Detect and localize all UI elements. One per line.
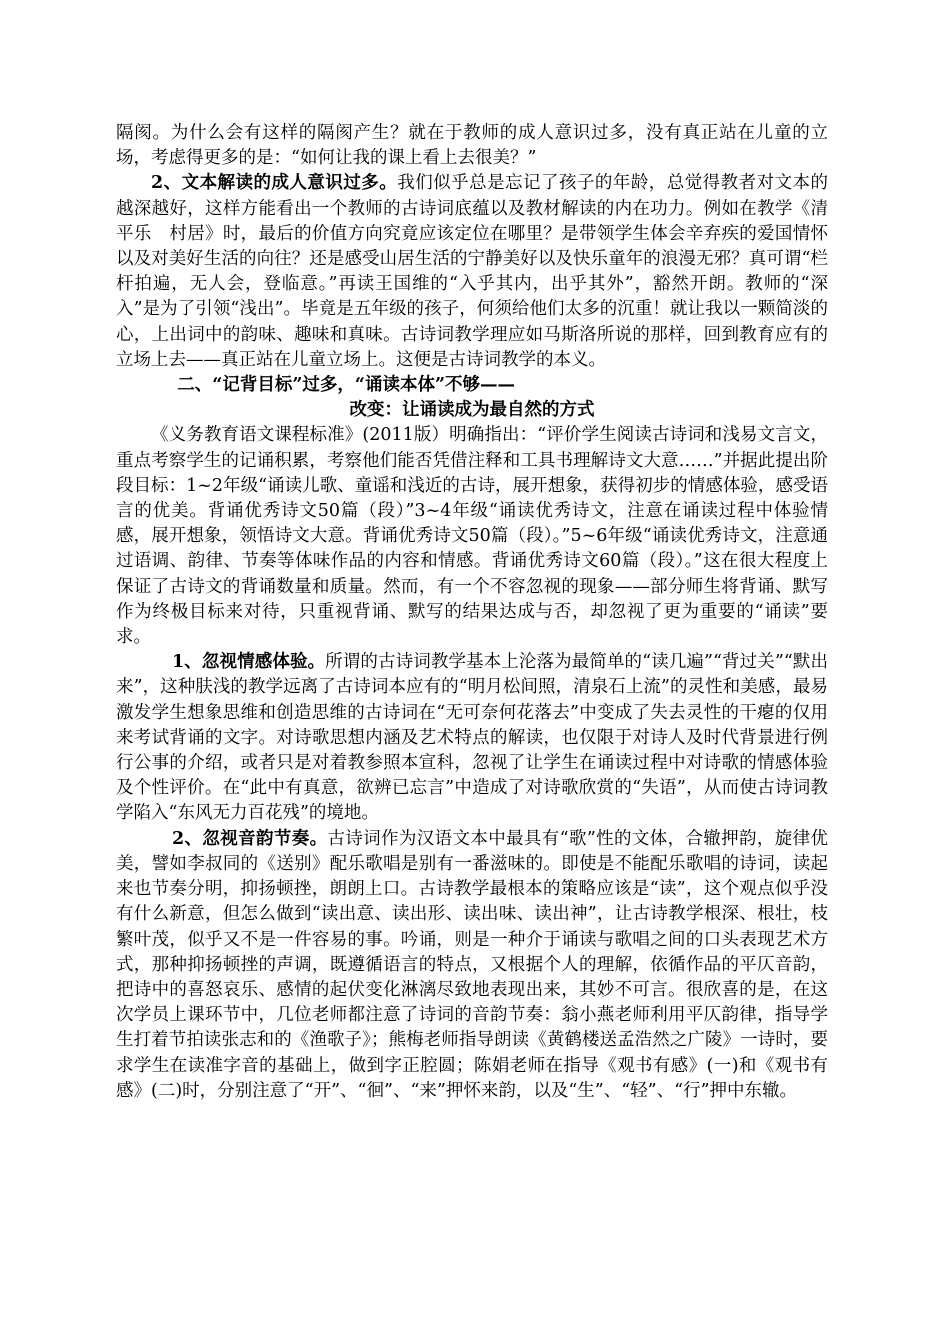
paragraph-adult-interpretation [116, 171, 828, 373]
paragraph-curriculum-standard: 《义务教育语文课程标准》(2011版）明确指出：“评价学生阅读古诗词和浅易文言文，重点考察学生的记诵积累，考察他们能否凭借注释和工具书理解诗文大意……”并据此提出阶段目标：1~2年级“诵读儿歌、童谣和浅近的古诗，展开想象，获得初步的情感体验，感受语言的优美。背诵优秀诗文50篇（段）”3~4年级“诵读优秀诗文，注意在诵读过程中体验情感，展开想象，领悟诗文大意。背诵优秀诗文50篇（段）。”5~6年级“诵读优秀诗文，注意通过语调、韵律、节奏等体味作品的内容和情感。背诵优秀诗文60篇（段）。”这在很大程度上保证了古诗文的背诵数量和质量。然而，有一个不容忽视的现象——部分师生将背诵、默写作为终极目标来对待，只重视背诵、默写的结果达成与否，却忽视了更为重要的“诵读”要求。 [116, 425, 828, 648]
paragraph-emotional-experience [116, 650, 828, 826]
paragraph-lead-bold: 2、文本解读的成人意识过多。 [151, 173, 398, 194]
paragraph-body: 古诗词作为汉语文本中最具有“歌”性的文体，合辙押韵，旋律优美，譬如李叔同的《送别》配乐歌唱是别有一番滋味的。即使是不能配乐歌唱的诗词，读起来也节奏分明，抑扬顿挫，朗朗上口。古诗教学最根本的策略应该是“读”，这个观点似乎没有什么新意，但怎么做到“读出意、读出形、读出味、读出神”，让古诗教学根深、根壮，枝繁叶茂，似乎又不是一件容易的事。吟诵，则是一种介于诵读与歌唱之间的口头表现艺术方式，那种抑扬顿挫的声调，既遵循语言的特点，又根据个人的理解，依循作品的平仄音韵，把诗中的喜怒哀乐、感情的起伏变化淋漓尽致地表现出来，其妙不可言。很欣喜的是，在这次学员上课环节中，几位老师都注意了诗词的音韵节奏：翁小燕老师利用平仄韵律，指导学生打着节拍读张志和的《渔歌子》；熊梅老师指导朗读《黄鹤楼送孟浩然之广陵》一诗时，要求学生在读准字音的基础上，做到字正腔圆；陈娟老师在指导《观书有感》(一)和《观书有感》(二)时，分别注意了“开”、“徊”、“来”押怀来韵，以及“生”、“轻”、“行”押中东辙。 [116, 828, 828, 1101]
section-heading: 二、“记背目标”过多，“诵读本体”不够—— [177, 375, 516, 396]
paragraph-lead-bold: 1、忽视情感体验。 [172, 652, 326, 673]
document-page [116, 121, 828, 1104]
paragraph-rhythm [116, 827, 828, 1104]
paragraph-continuation: 隔阂。为什么会有这样的隔阂产生？就在于教师的成人意识过多，没有真正站在儿童的立场，考虑得更多的是：“如何让我的课上看上去很美？” [116, 123, 828, 169]
paragraph-lead-bold: 2、忽视音韵节奏。 [172, 828, 328, 849]
paragraph-body: 我们似乎总是忘记了孩子的年龄，总觉得教者对文本的越深越好，这样方能看出一个教师的古诗词底蕴以及教材解读的内在功力。例如在教学《清平乐 村居》时，最后的价值方向究竟应该定位在哪里？是带领学生体会辛弃疾的爱国情怀以及对美好生活的向往？还是感受山居生活的宁静美好以及快乐童年的浪漫无邪？真可谓“栏杆拍遍，无人会，登临意。”再读王国维的“入乎其内，出乎其外”，豁然开朗。教师的“深入”是为了引领“浅出”。毕竟是五年级的孩子，何须给他们太多的沉重！就让我以一颗简淡的心，上出词中的韵味、趣味和真味。古诗词教学理应如马斯洛所说的那样，回到教育应有的立场上去——真正站在儿童立场上。这便是古诗词教学的本义。 [116, 173, 828, 370]
paragraph-body: 所谓的古诗词教学基本上沦落为最简单的“读几遍”“背过关”“默出来”，这种肤浅的教学远离了古诗词本应有的“明月松间照，清泉石上流”的灵性和美感，最易激发学生想象思维和创造思维的古诗词在“无可奈何花落去”中变成了失去灵性的干瘪的仅用来考试背诵的文字。对诗歌思想内涵及艺术特点的解读，也仅限于对诗人及时代背景进行例行公事的介绍，或者只是对着教参照本宣科，忽视了让学生在诵读过程中对诗歌的情感体验及个性评价。在“此中有真意，欲辨已忘言”中造成了对诗歌欣赏的“失语”，从而使古诗词教学陷入“东风无力百花残”的境地。 [116, 652, 828, 824]
section-subheading: 改变：让诵读成为最自然的方式 [349, 400, 595, 421]
